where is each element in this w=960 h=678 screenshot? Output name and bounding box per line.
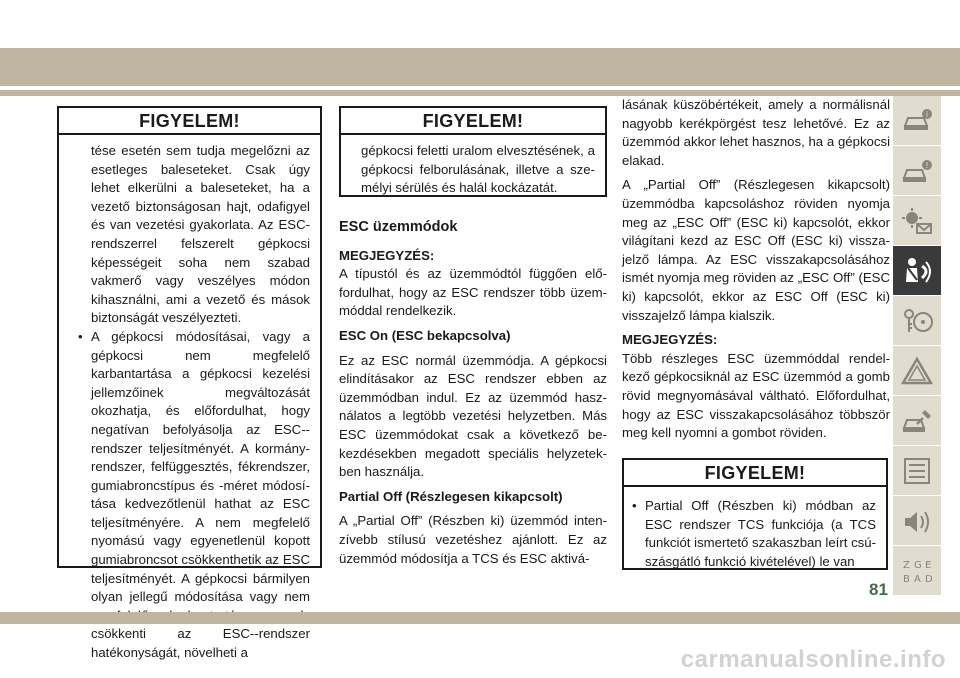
chapter-tab-multimedia[interactable] bbox=[893, 496, 941, 546]
svg-text:E: E bbox=[925, 559, 932, 571]
paragraph-partial-off: A „Partial Off” (Részben ki) üzemmód intenzívebb stílusú vezetéshez ajánlott. Ez az üzemmód módosítja a TCS és ESC aktivá- bbox=[339, 513, 607, 566]
chapter-tab-safety[interactable] bbox=[893, 246, 941, 296]
maintenance-icon bbox=[900, 406, 934, 436]
watermark-text: carmanualsonline.info bbox=[680, 646, 946, 673]
warning-text-continued: tése esetén sem tudja megelőzni az esetleges baleseteket. Csak úgy lehet elkerülni a baleseteket, ha a vezető biztonságosan hajt, odafigyel és van vezetési gyakorlata. Az ESC-rendszerrel felszerelt gépkocsi képességeit soha nem szabad vakmerő vagy veszélyes módon kihasználni, ami a vezető és mások biztonságát veszélyezteti. bbox=[91, 143, 310, 326]
paragraph-threshold: lásának küszöbértékeit, amely a normálisnál nagyobb kerékpörgést tesz lehetővé. Ez az üzemmód akkor lehet hasznos, ha a gépkocsi elakad. bbox=[622, 97, 890, 168]
seatbelt-airbag-icon bbox=[900, 256, 934, 286]
paragraph-esc-on: Ez az ESC normál üzemmódja. A gépkocsi elindításakor az ESC rendszer ebben az üzemmódban indul. Ez az üzemmód használatos a legtöbb vezetési helyzetben. Más ESC üzemmódokat csak a következő bekezdésekben megadott speciális helyzetekben használja. bbox=[339, 352, 607, 480]
svg-text:!: ! bbox=[925, 160, 929, 170]
warning-body bbox=[59, 135, 320, 663]
svg-text:G: G bbox=[914, 559, 922, 571]
subheading-partial-off: Partial Off (Részlegesen kikapcsolt) bbox=[339, 488, 563, 504]
page-number: 81 bbox=[869, 580, 888, 599]
key-steering-icon bbox=[900, 306, 934, 336]
car-info-icon bbox=[900, 106, 934, 136]
right-column bbox=[622, 96, 890, 449]
multimedia-icon bbox=[900, 506, 934, 536]
index-letters-icon bbox=[900, 556, 934, 586]
note-text: A típustól és az üzemmódtól függően előfordulhat, hogy az ESC rendszer több üzemmóddal rendelkezik. bbox=[339, 266, 607, 319]
chapter-tab-index[interactable] bbox=[893, 546, 941, 596]
note-label: MEGJEGYZÉS: bbox=[339, 247, 435, 263]
svg-text:Z: Z bbox=[903, 559, 910, 571]
chapter-tab-car-alert[interactable] bbox=[893, 146, 941, 196]
car-alert-icon bbox=[900, 156, 934, 186]
light-mail-icon bbox=[900, 206, 934, 236]
chapter-tab-lights[interactable] bbox=[893, 196, 941, 246]
chapter-tab-starting[interactable] bbox=[893, 296, 941, 346]
warning-box-middle bbox=[339, 106, 607, 197]
warning-title: FIGYELEM! bbox=[59, 108, 320, 135]
warning-box-right bbox=[622, 458, 888, 570]
warning-title: FIGYELEM! bbox=[341, 108, 605, 135]
svg-text:B: B bbox=[903, 573, 910, 585]
warning-body: gépkocsi feletti uralom elvesztésének, a gépkocsi felborulásának, illetve a személyi sérülés és halál kockázatát. bbox=[361, 143, 595, 196]
chapter-tab-emergency[interactable] bbox=[893, 346, 941, 396]
chapter-tab-specifications[interactable] bbox=[893, 446, 941, 496]
paragraph-switching: A „Partial Off” (Részlegesen kikapcsolt) üzemmódba kapcsoláshoz röviden nyomja meg az „ESC Off” (ESC ki) kapcsolót, ekkor világítani kezd az ESC Off (ESC ki) visszajelző lámpa. Az ESC visszakapcsolásához ismét nyomja meg röviden az „ESC Off” (ESC ki) kapcsolót, ekkor az ESC Off (ESC ki) visszajelző lámpa kialszik. bbox=[622, 177, 890, 323]
warning-bullet: • A gépkocsi módosításai, vagy a gépkocsi nem megfelelő karbantartása a gépkocsi kezelési jellemzőinek megváltozását okozhatja, és előfordulhat, hogy negatívan befolyásolja az ESC--rendszer teljesítményét. A kormányrendszer, felfüggesztés, fékrendszer, gumiabroncstípus és -méret módosítása kedvezőtlenül hathat az ESC teljesítményére. A nem megfelelő nyomású vagy egyenetlenül kopott gumiabroncsot csökkenthetik az ESC teljesítményét. A gépkocsi bármilyen olyan jellegű módosítása vagy nem csökkenti az ESC--rendszer hatékonyságát, növelheti a bbox=[78, 328, 310, 663]
note-label: MEGJEGYZÉS: bbox=[622, 332, 718, 348]
middle-column bbox=[339, 218, 607, 574]
section-heading: ESC üzemmódok bbox=[339, 219, 458, 235]
warning-box-left bbox=[57, 106, 322, 661]
subheading-esc-on: ESC On (ESC bekapcsolva) bbox=[339, 327, 511, 343]
warning-triangle-icon bbox=[900, 356, 934, 386]
chapter-tab-car-info[interactable] bbox=[893, 96, 941, 146]
footer-band bbox=[0, 612, 960, 624]
svg-text:D: D bbox=[925, 573, 933, 585]
svg-text:i: i bbox=[925, 109, 929, 119]
note-text: Több részleges ESC üzemmóddal rendelkező gépkocsiknál az ESC üzemmód a gomb rövid megnyomásával váltható. Előfordulhat, hogy az ESC visszakapcsolásához többször meg kell nyomni a gombot röviden. bbox=[622, 350, 890, 441]
specs-list-icon bbox=[900, 456, 934, 486]
header-band bbox=[0, 48, 960, 86]
warning-title: FIGYELEM! bbox=[624, 460, 886, 487]
warning-body bbox=[624, 487, 886, 571]
warning-bullet: • Partial Off (Részben ki) módban az ESC rendszer TCS funkciója (a TCS funkciót ismertető szakaszban leírt csúszásgátló funkció kivételével) le van bbox=[632, 497, 876, 571]
svg-text:A: A bbox=[914, 573, 921, 585]
top-margin bbox=[0, 0, 960, 48]
chapter-sidebar bbox=[893, 96, 941, 596]
chapter-tab-maintenance[interactable] bbox=[893, 396, 941, 446]
